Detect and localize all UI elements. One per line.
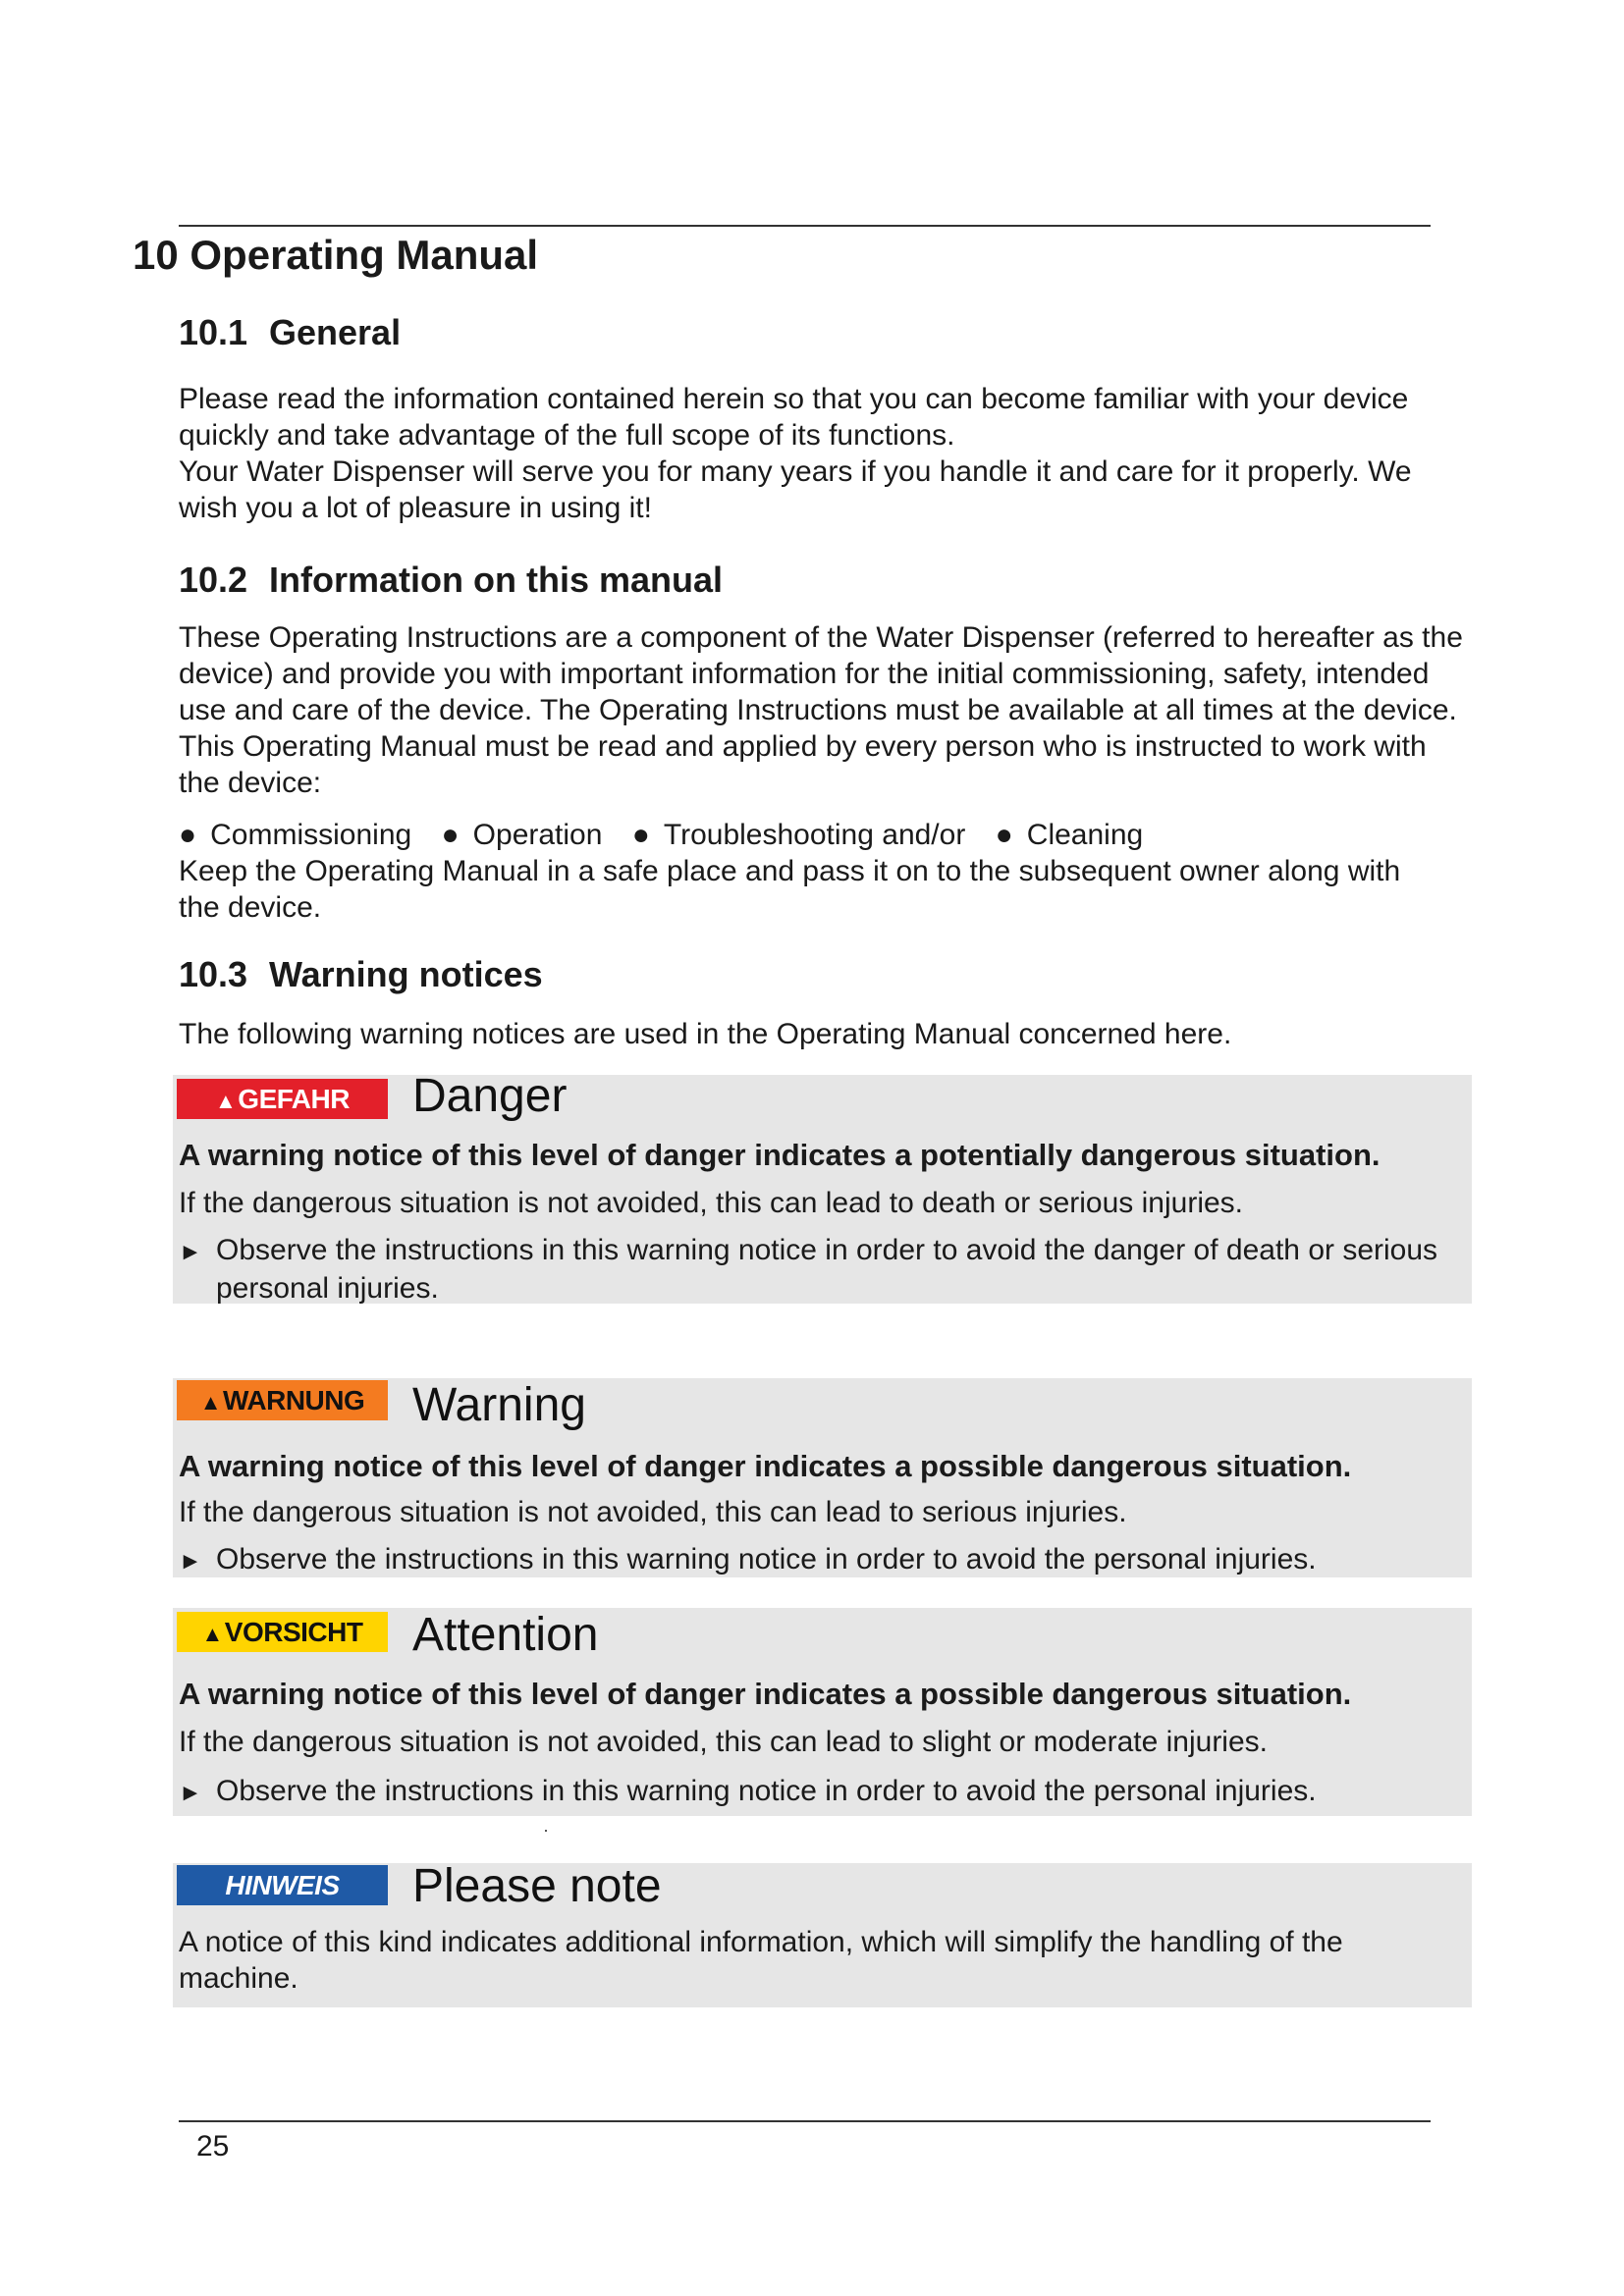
footer-rule — [179, 2120, 1431, 2122]
warning-triangle-icon: ▲ — [201, 1622, 223, 1646]
warning-triangle-icon: ▲ — [215, 1089, 237, 1113]
warning-triangle-icon: ▲ — [199, 1390, 221, 1415]
section-heading-info — [179, 560, 723, 601]
section-heading-warnings — [179, 954, 543, 995]
chapter-title: 10 Operating Manual — [133, 232, 539, 278]
list-item: ● Commissioning — [179, 819, 412, 851]
section-title: Information on this manual — [269, 560, 724, 600]
danger-step: ► Observe the instructions in this warning notice in order to avoid the danger of death or serious personal injuries. — [179, 1234, 1438, 1305]
speck — [545, 1830, 547, 1832]
list-item: ● Cleaning — [995, 819, 1144, 851]
attention-badge: ▲VORSICHT — [177, 1612, 388, 1652]
danger-text: If the dangerous situation is not avoided, this can lead to death or serious injuries. — [179, 1187, 1243, 1219]
bullet-dot-icon: ● — [441, 819, 460, 851]
header-rule — [179, 225, 1431, 227]
warning-step: ► Observe the instructions in this warning notice in order to avoid the personal injuries. — [179, 1541, 1492, 1579]
section-title: General — [269, 312, 402, 352]
attention-title: Attention — [412, 1609, 599, 1661]
bullet-dot-icon: ● — [179, 819, 197, 851]
danger-badge: ▲GEFAHR — [177, 1079, 388, 1119]
section-heading-general — [179, 312, 401, 353]
warning-text: If the dangerous situation is not avoided, this can lead to serious injuries. — [179, 1496, 1127, 1528]
note-badge: HINWEIS — [177, 1865, 388, 1905]
general-paragraph-2: Your Water Dispenser will serve you for many years if you handle it and care for it properly. We wish you a lot of pleasure in using it! — [179, 455, 1412, 524]
page-number: 25 — [196, 2130, 230, 2163]
section-number: 10.1 — [179, 312, 248, 352]
warning-badge: ▲WARNUNG — [177, 1380, 388, 1420]
warnings-intro: The following warning notices are used in the Operating Manual concerned here. — [179, 1018, 1232, 1050]
info-paragraph: These Operating Instructions are a component of the Water Dispenser (referred to hereafter as the device) and provide you with important information for the initial commissioning, safety, intended use and care of the device. The Operating Instructions must be available at all times at the device. This Operating Manual must be read and applied by every person who is instructed to work with the device: — [179, 621, 1463, 799]
warning-title: Warning — [412, 1379, 586, 1431]
arrow-right-icon: ► — [179, 1548, 202, 1575]
attention-text: If the dangerous situation is not avoided, this can lead to slight or moderate injuries. — [179, 1726, 1268, 1758]
general-paragraph: Please read the information contained herein so that you can become familiar with your device quickly and take advantage of the full scope of its functions. — [179, 383, 1409, 452]
section-number: 10.3 — [179, 954, 248, 994]
arrow-right-icon: ► — [179, 1239, 202, 1265]
attention-notice — [173, 1608, 1472, 1816]
note-title: Please note — [412, 1860, 662, 1912]
danger-lead: A warning notice of this level of danger indicates a potentially dangerous situation. — [179, 1138, 1380, 1172]
danger-title: Danger — [412, 1070, 568, 1122]
task-list — [179, 817, 1164, 853]
warning-notice — [173, 1378, 1472, 1577]
bullet-dot-icon: ● — [631, 819, 650, 851]
list-item: ● Troubleshooting and/or — [631, 819, 966, 851]
attention-step: ► Observe the instructions in this warning notice in order to avoid the personal injuries. — [179, 1773, 1492, 1811]
attention-lead: A warning notice of this level of danger indicates a possible dangerous situation. — [179, 1677, 1352, 1711]
info-closing: Keep the Operating Manual in a safe place and pass it on to the subsequent owner along with the device. — [179, 855, 1401, 924]
note-notice — [173, 1860, 1472, 2007]
bullet-dot-icon: ● — [995, 819, 1013, 851]
danger-notice — [173, 1070, 1472, 1305]
section-title: Warning notices — [269, 954, 543, 994]
arrow-right-icon: ► — [179, 1780, 202, 1806]
warning-lead: A warning notice of this level of danger indicates a possible dangerous situation. — [179, 1449, 1352, 1483]
list-item: ● Operation — [441, 819, 603, 851]
note-text: A notice of this kind indicates additional information, which will simplify the handling of the machine. — [179, 1926, 1343, 1995]
section-number: 10.2 — [179, 560, 248, 600]
